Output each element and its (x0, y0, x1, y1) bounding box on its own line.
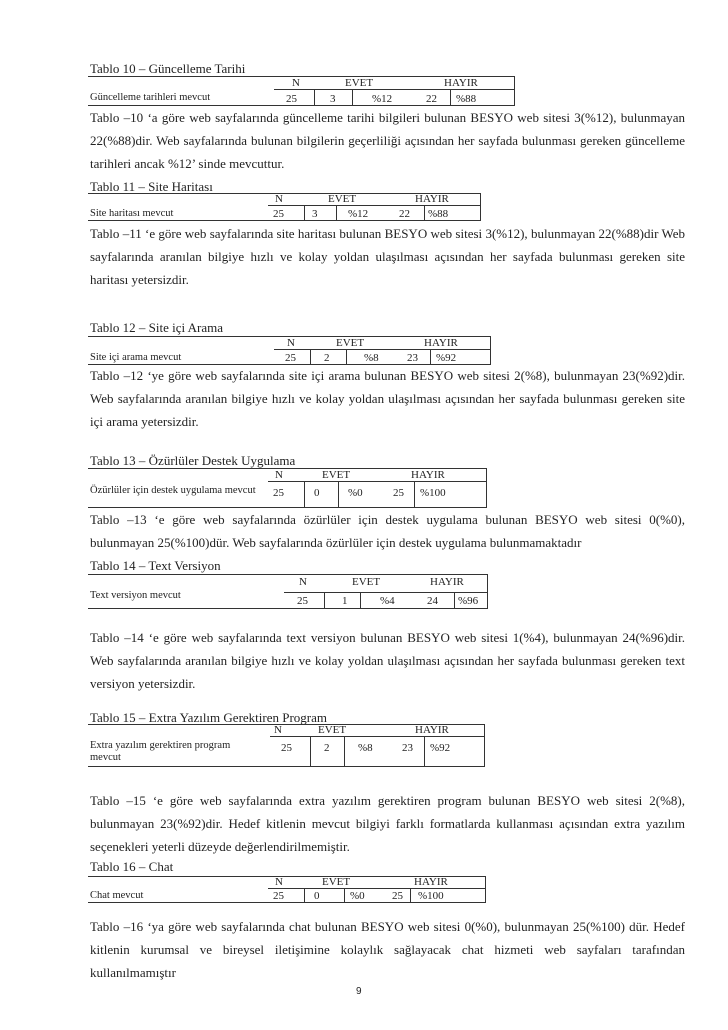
value-evet-count: 3 (312, 208, 318, 220)
value-hayir-percent: %96 (458, 595, 479, 607)
header-evet: EVET (322, 469, 351, 481)
value-evet-count: 2 (324, 352, 330, 364)
value-evet-percent: %4 (380, 595, 395, 607)
table-14 (88, 574, 488, 609)
row-label: Site içi arama mevcut (90, 352, 182, 363)
value-hayir-count: 25 (392, 890, 403, 902)
value-hayir-count: 25 (393, 487, 404, 499)
header-hayir: HAYIR (411, 469, 445, 481)
value-hayir-percent: %88 (456, 93, 477, 105)
table-12-paragraph: Tablo –12 ‘ye göre web sayfalarında site içi arama bulunan BESYO web sitesi 2(%8), bulunmayan 23(%92)dir. Web sayfalarında aranılan bilgiye hızlı ve kolay yoldan ulaşılması açısından her sayfada bulunması gereken site içi arama yetersizdir. (90, 368, 685, 429)
header-hayir: HAYIR (415, 193, 449, 205)
table-13-title: Tablo 13 – Özürlüler Destek Uygulama (90, 453, 296, 468)
row-label: Extra yazılım gerektiren program mevcut (90, 740, 231, 763)
value-hayir-count: 22 (426, 93, 437, 105)
header-n: N (275, 193, 283, 205)
table-10-paragraph: Tablo –10 ‘a göre web sayfalarında güncelleme tarihi bilgileri bulunan BESYO web sitesi 3(%12), bulunmayan 22(%88)dir. Web sayfalarında bulunan bilgilerin geçerliliği açısından her sayfada bulunması gereken güncelleme tarihleri ancak %12’ sinde mevcuttur. (90, 110, 685, 171)
value-hayir-count: 22 (399, 208, 410, 220)
value-evet-count: 0 (314, 890, 320, 902)
value-hayir-count: 23 (407, 352, 418, 364)
value-evet-percent: %0 (350, 890, 365, 902)
row-label: Güncelleme tarihleri mevcut (90, 92, 211, 103)
table-16-title: Tablo 16 – Chat (90, 859, 174, 874)
value-n: 25 (297, 595, 308, 607)
value-evet-percent: %12 (348, 208, 369, 220)
value-n: 25 (273, 890, 284, 902)
header-n: N (287, 337, 295, 349)
header-n: N (274, 724, 282, 736)
header-n: N (275, 469, 283, 481)
header-evet: EVET (322, 876, 351, 888)
header-n: N (292, 77, 300, 89)
row-label: Site haritası mevcut (90, 208, 174, 219)
header-evet: EVET (352, 576, 381, 588)
value-evet-percent: %8 (358, 742, 373, 754)
header-n: N (299, 576, 307, 588)
value-n: 25 (273, 487, 284, 499)
table-12 (88, 336, 491, 365)
header-evet: EVET (345, 77, 374, 89)
value-evet-count: 1 (342, 595, 348, 607)
value-evet-percent: %8 (364, 352, 379, 364)
value-n: 25 (285, 352, 296, 364)
table-14-paragraph: Tablo –14 ‘e göre web sayfalarında text versiyon bulunan BESYO web sitesi 1(%4), bulunmayan 24(%96)dir. Web sayfalarında aranılan bilgiye hızlı ve kolay yoldan ulaşılması açısından her sayfada bulunması gereken text versiyon yetersizdir. (90, 630, 685, 691)
value-evet-percent: %12 (372, 93, 393, 105)
value-hayir-percent: %100 (420, 487, 446, 499)
header-evet: EVET (336, 337, 365, 349)
table-11 (88, 193, 481, 221)
table-12-title: Tablo 12 – Site içi Arama (90, 320, 224, 335)
header-hayir: HAYIR (414, 876, 448, 888)
value-evet-count: 2 (324, 742, 330, 754)
header-evet: EVET (328, 193, 357, 205)
table-15-paragraph: Tablo –15 ‘e göre web sayfalarında extra yazılım gerektiren program bulunan BESYO web sitesi 2(%8), bulunmayan 23(%92)dir. Hedef kitlenin mevcut bilgiyi farklı formatlarda kullanması açısından extra yazılım seçenekleri yeterli düzeyde değerlendirilmemiştir. (90, 793, 685, 854)
header-hayir: HAYIR (415, 724, 449, 736)
table-16 (88, 876, 486, 903)
row-label: Özürlüler için destek uygulama mevcut (90, 485, 256, 496)
table-11-title: Tablo 11 – Site Haritası (90, 179, 213, 194)
table-13 (88, 468, 487, 508)
row-label: Chat mevcut (90, 890, 144, 901)
value-hayir-count: 24 (427, 595, 438, 607)
table-15-title: Tablo 15 – Extra Yazılım Gerektiren Program (90, 710, 328, 725)
table-15 (88, 724, 485, 767)
table-10-title: Tablo 10 – Güncelleme Tarihi (90, 61, 246, 76)
value-hayir-percent: %92 (430, 742, 451, 754)
row-label: Text versiyon mevcut (90, 590, 181, 601)
table-13-paragraph: Tablo –13 ‘e göre web sayfalarında özürlüler için destek uygulama bulunan BESYO web sitesi 0(%0), bulunmayan 25(%100)dür. Web sayfalarında özürlüler için destek uygulama bulunmamaktadır (90, 512, 685, 550)
header-hayir: HAYIR (424, 337, 458, 349)
table-11-paragraph: Tablo –11 ‘e göre web sayfalarında site haritası bulunan BESYO web sitesi 3(%12), bulunmayan 22(%88)dir Web sayfalarında aranılan bilgiye hızlı ve kolay yoldan ulaşılması açısından her sayfada bulunması gereken site haritası yetersizdir. (90, 226, 685, 287)
value-hayir-percent: %92 (436, 352, 457, 364)
value-n: 25 (281, 742, 292, 754)
header-hayir: HAYIR (430, 576, 464, 588)
value-hayir-count: 23 (402, 742, 413, 754)
page-number: 9 (356, 986, 362, 997)
table-10 (88, 76, 515, 106)
value-n: 25 (286, 93, 297, 105)
value-hayir-percent: %88 (428, 208, 449, 220)
header-evet: EVET (318, 724, 347, 736)
header-n: N (275, 876, 283, 888)
value-evet-percent: %0 (348, 487, 363, 499)
value-n: 25 (273, 208, 284, 220)
value-evet-count: 0 (314, 487, 320, 499)
table-14-title: Tablo 14 – Text Versiyon (90, 558, 221, 573)
value-evet-count: 3 (330, 93, 336, 105)
header-hayir: HAYIR (444, 77, 478, 89)
table-16-paragraph: Tablo –16 ‘ya göre web sayfalarında chat bulunan BESYO web sitesi 0(%0), bulunmayan 25(%100) dür. Hedef kitlenin kurumsal ve bireysel iletişimine kolaylık sağlayacak chat hizmeti web sayfaları tarafından kullanılmamıştır (90, 919, 685, 980)
value-hayir-percent: %100 (418, 890, 444, 902)
